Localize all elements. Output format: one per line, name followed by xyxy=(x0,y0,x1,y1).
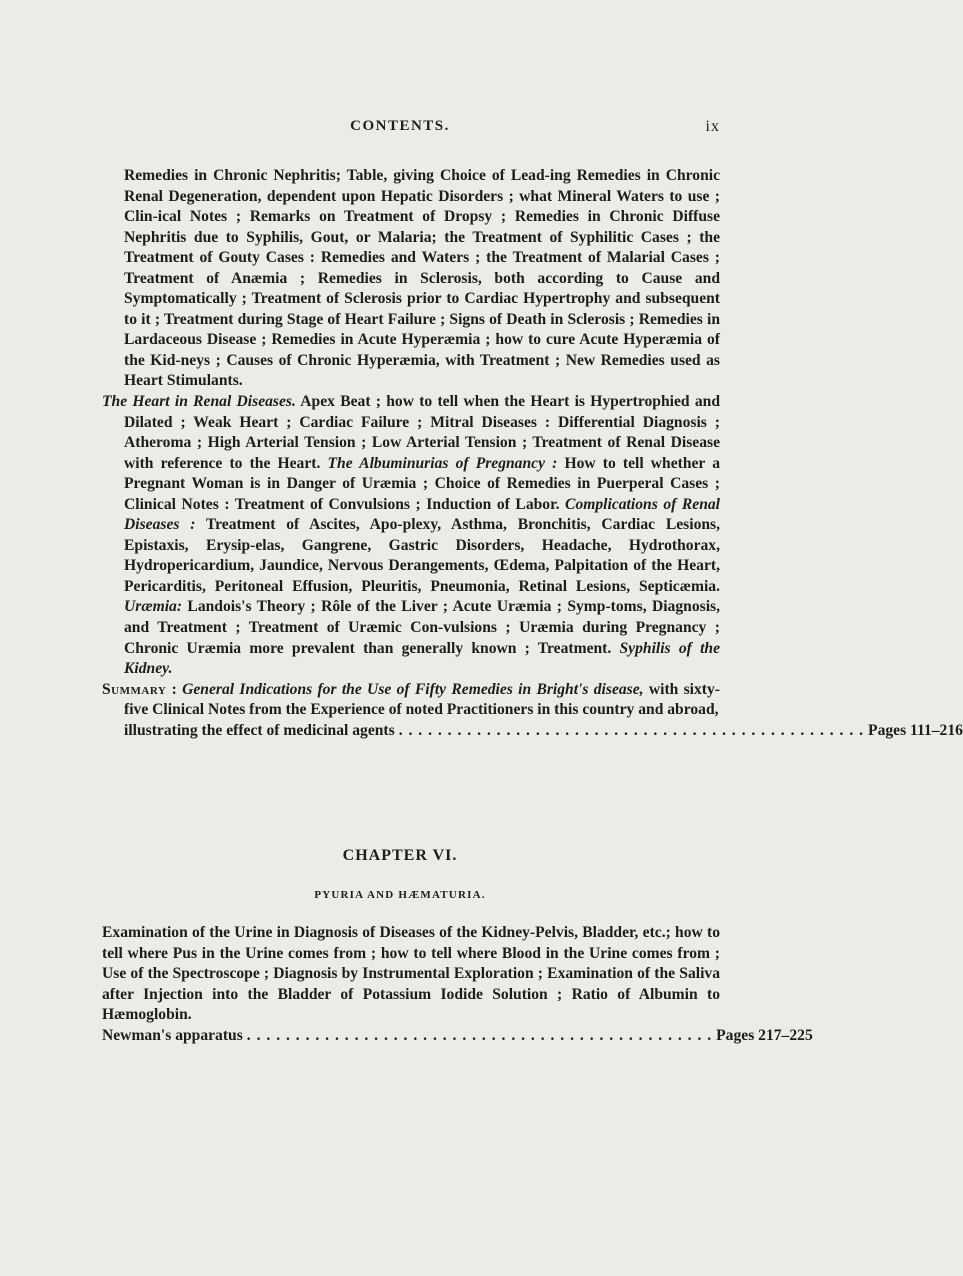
page-range: Pages 217–225 xyxy=(716,1026,813,1044)
summary-colon: : xyxy=(166,680,183,698)
paragraph-text: Landois's Theory ; Rôle of the Liver ; Acute Uræmia ; Symp-toms, Diagnosis, and Treatment ; Treatment of Uræmic Con-vulsions ; Uræmia during Pregnancy ; Chronic Uræmia more prevalent than generally known ; Treatment. xyxy=(124,598,720,657)
chapter-page-range-line xyxy=(102,1026,813,1047)
paragraph-text: Apex Beat ; how to tell when the Heart is Hypertrophied and Dilated ; Weak Heart ; Cardiac Failure ; Mitral Diseases : Differential Diagnosis ; Atheroma ; High Arterial Tension ; Low Arterial Tension ; Treatment of Renal Disease with reference to the Heart. xyxy=(124,393,720,472)
dot-leader: . . . . . . . . . . . . . . . . . . . . . . . . . . . . . . . . . . . . . . . . . . . . . . . . xyxy=(398,721,865,739)
contents-paragraph-summary xyxy=(102,680,720,721)
paragraph-text: How to tell whether a Pregnant Woman is in Danger of Uræmia ; Choice of Remedies in Puerperal Cases ; Clinical Notes : Treatment of Convulsions ; Induction of Labor. xyxy=(124,454,720,513)
section-heading-syphilis: Syphilis of the Kidney. xyxy=(124,639,721,678)
chapter-title: CHAPTER VI. xyxy=(342,847,458,864)
chapter-subtitle: PYURIA AND HÆMATURIA. xyxy=(314,889,486,901)
contents-body xyxy=(102,166,963,741)
summary-page-range-line xyxy=(102,721,963,742)
summary-heading: General Indications for the Use of Fifty Remedies in Bright's disease, xyxy=(182,680,644,698)
paragraph-text: Examination of the Urine in Diagnosis of Diseases of the Kidney-Pelvis, Bladder, etc.; how to tell where Pus in the Urine comes from ; how to tell where Blood in the Urine comes from ; Use of the Spectroscope ; Diagnosis by Instrumental Exploration ; Examination of the Saliva after Injection into the Bladder of Potassium Iodide Solution ; Ratio of Albumin to Hæmoglobin. xyxy=(102,924,720,1024)
section-heading-complications: Complications of Renal Diseases : xyxy=(124,495,720,534)
contents-paragraph-heart xyxy=(102,392,720,680)
leader-text: illustrating the effect of medicinal agents xyxy=(124,721,395,739)
paragraph-text: Treatment of Ascites, Apo-plexy, Asthma, Bronchitis, Cardiac Lesions, Epistaxis, Erysip-elas, Gangrene, Gastric Disorders, Headache, Hydrothorax, Hydropericardium, Jaundice, Nervous Derangements, Œdema, Palpitation of the Heart, Pericarditis, Peritoneal Effusion, Pleuritis, Pneumonia, Retinal Lesions, Septicæmia. xyxy=(124,516,721,595)
running-head xyxy=(0,118,800,142)
page-range: Pages 111–216 xyxy=(868,721,963,739)
section-heading-albuminurias: The Albuminurias of Pregnancy : xyxy=(327,454,558,472)
dot-leader: . . . . . . . . . . . . . . . . . . . . . . . . . . . . . . . . . . . . . . . . . . . . . . . . xyxy=(246,1026,713,1044)
paragraph-text: with sixty-five Clinical Notes from the Experience of noted Practitioners in this country and abroad, xyxy=(124,680,720,719)
running-title: CONTENTS. xyxy=(350,118,450,134)
contents-paragraph-remedies xyxy=(102,166,720,392)
section-heading-heart: The Heart in Renal Diseases. xyxy=(102,393,296,411)
summary-label: Summary xyxy=(102,680,167,698)
contents-paragraph-pyuria xyxy=(102,923,720,1026)
section-heading-uraemia: Uræmia: xyxy=(124,598,183,616)
page-number: ix xyxy=(705,118,720,135)
paragraph-text: Remedies in Chronic Nephritis; Table, giving Choice of Lead-ing Remedies in Chronic Renal Degeneration, dependent upon Hepatic Disorders ; what Mineral Waters to use ; Clin-ical Notes ; Remarks on Treatment of Dropsy ; Remedies in Chronic Diffuse Nephritis due to Syphilis, Gout, or Malaria; the Treatment of Syphilitic Cases ; the Treatment of Gouty Cases : Remedies and Waters ; the Treatment of Malarial Cases ; Treatment of Anæmia ; Remedies in Sclerosis, both according to Cause and Symptomatically ; Treatment of Sclerosis prior to Cardiac Hypertrophy and subsequent to it ; Treatment during Stage of Heart Failure ; Signs of Death in Sclerosis ; Remedies in Lardaceous Disease ; Remedies in Acute Hyperæmia ; how to cure Acute Hyperæmia of the Kid-neys ; Causes of Chronic Hyperæmia, with Treatment ; New Remedies used as Heart Stimulants. xyxy=(124,167,720,390)
leader-text: Newman's apparatus xyxy=(102,1026,243,1044)
chapter-contents-body xyxy=(102,923,813,1046)
